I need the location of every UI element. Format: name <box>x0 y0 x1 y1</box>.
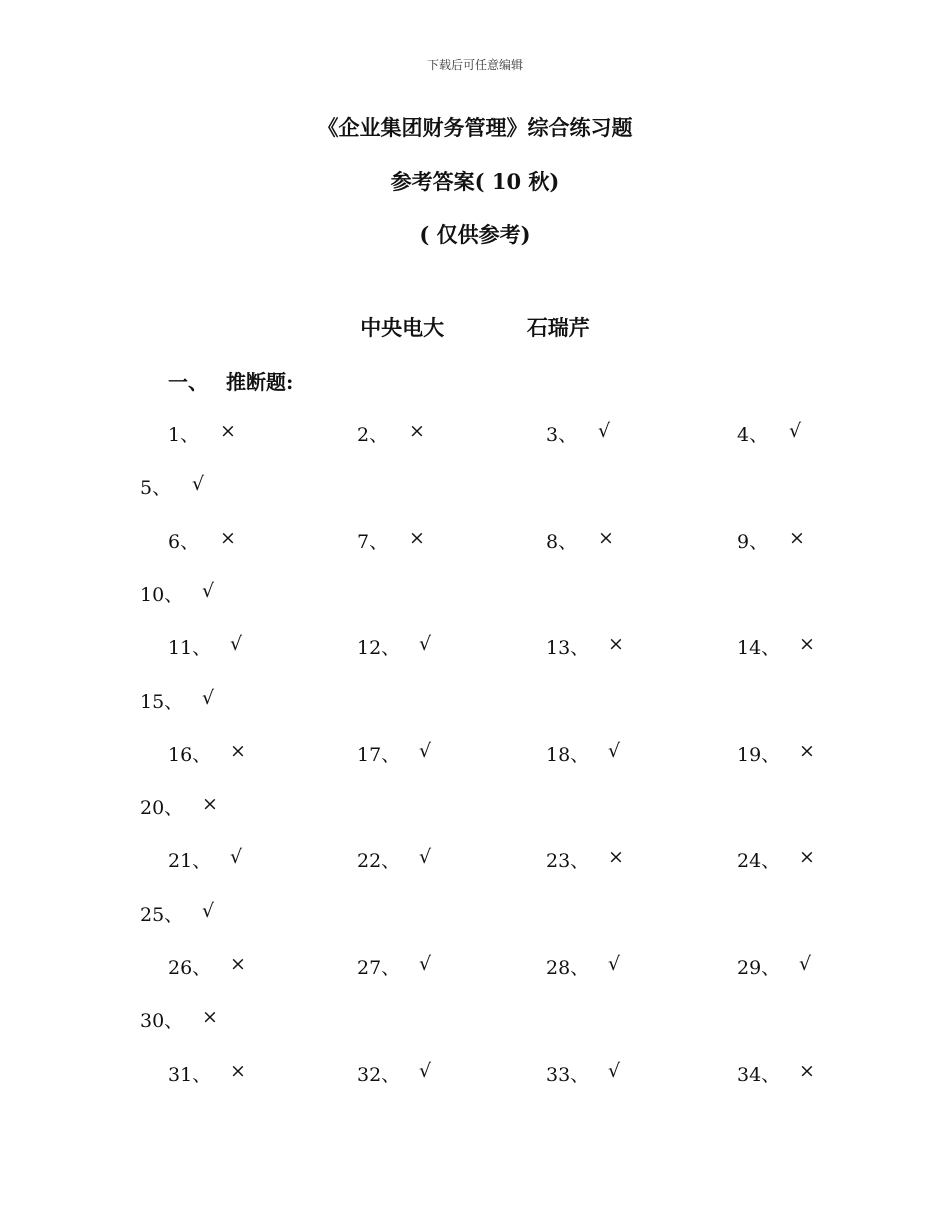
cross-mark: × <box>230 953 246 975</box>
answer-item <box>357 633 432 660</box>
answer-number: 34、 <box>737 1064 781 1086</box>
answer-number: 16、 <box>168 744 212 766</box>
answer-item <box>357 527 425 554</box>
answer-number: 5、 <box>140 477 172 499</box>
answer-number: 25、 <box>140 904 184 926</box>
answer-number: 22、 <box>357 850 401 872</box>
cross-mark: × <box>789 527 805 549</box>
check-mark: √ <box>192 473 205 495</box>
answer-item <box>140 900 215 927</box>
answer-number: 9、 <box>737 531 769 553</box>
answer-number: 6、 <box>168 531 200 553</box>
answer-item <box>357 1060 432 1087</box>
answer-item <box>546 633 624 660</box>
answer-number: 2、 <box>357 424 389 446</box>
answer-item <box>546 846 624 873</box>
check-mark: √ <box>419 953 432 975</box>
check-mark: √ <box>419 633 432 655</box>
answer-number: 30、 <box>140 1010 184 1032</box>
cross-mark: × <box>220 420 236 442</box>
answer-item <box>357 846 432 873</box>
answer-item <box>737 527 805 554</box>
answer-number: 24、 <box>737 850 781 872</box>
check-mark: √ <box>202 580 215 602</box>
answer-item <box>140 687 215 714</box>
answer-item <box>140 793 218 820</box>
check-mark: √ <box>799 953 812 975</box>
answer-item <box>357 953 432 980</box>
answer-item <box>140 580 215 607</box>
check-mark: √ <box>202 687 215 709</box>
cross-mark: × <box>799 740 815 762</box>
answer-number: 17、 <box>357 744 401 766</box>
answer-number: 27、 <box>357 957 401 979</box>
cross-mark: × <box>202 793 218 815</box>
answer-number: 26、 <box>168 957 212 979</box>
answer-item <box>357 740 432 767</box>
cross-mark: × <box>230 1060 246 1082</box>
answer-item <box>546 1060 621 1087</box>
cross-mark: × <box>409 420 425 442</box>
cross-mark: × <box>608 846 624 868</box>
answer-number: 21、 <box>168 850 212 872</box>
answer-number: 8、 <box>546 531 578 553</box>
answer-item <box>168 953 246 980</box>
answer-number: 15、 <box>140 691 184 713</box>
answer-item <box>737 846 815 873</box>
answer-number: 28、 <box>546 957 590 979</box>
answer-item <box>737 420 802 447</box>
answer-number: 19、 <box>737 744 781 766</box>
document-note: ( 仅供参考) <box>419 222 531 247</box>
answer-number: 4、 <box>737 424 769 446</box>
answer-item <box>737 633 815 660</box>
check-mark: √ <box>230 633 243 655</box>
answer-item <box>357 420 425 447</box>
answer-item <box>168 633 243 660</box>
check-mark: √ <box>598 420 611 442</box>
document-subtitle: 参考答案( 10 秋) <box>390 169 560 194</box>
answer-number: 7、 <box>357 531 389 553</box>
answer-number: 12、 <box>357 637 401 659</box>
check-mark: √ <box>608 953 621 975</box>
answer-item <box>546 740 621 767</box>
check-mark: √ <box>789 420 802 442</box>
answer-number: 23、 <box>546 850 590 872</box>
cross-mark: × <box>608 633 624 655</box>
cross-mark: × <box>220 527 236 549</box>
answer-item <box>140 1006 218 1033</box>
cross-mark: × <box>202 1006 218 1028</box>
check-mark: √ <box>608 1060 621 1082</box>
check-mark: √ <box>419 1060 432 1082</box>
cross-mark: × <box>598 527 614 549</box>
answer-number: 14、 <box>737 637 781 659</box>
cross-mark: × <box>230 740 246 762</box>
answer-number: 31、 <box>168 1064 212 1086</box>
check-mark: √ <box>202 900 215 922</box>
answer-number: 11、 <box>168 637 212 659</box>
section-title: 推断题: <box>226 370 294 394</box>
answer-number: 13、 <box>546 637 590 659</box>
answer-number: 29、 <box>737 957 781 979</box>
author-institution: 中央电大 <box>360 315 445 340</box>
answer-item <box>546 527 614 554</box>
cross-mark: × <box>409 527 425 549</box>
answer-item <box>546 420 611 447</box>
author-name: 石瑞芹 <box>526 315 590 340</box>
answer-number: 18、 <box>546 744 590 766</box>
answer-item <box>140 473 205 500</box>
section-number: 一、 <box>168 370 208 394</box>
cross-mark: × <box>799 1060 815 1082</box>
answer-number: 32、 <box>357 1064 401 1086</box>
answer-item <box>168 740 246 767</box>
check-mark: √ <box>230 846 243 868</box>
section-heading <box>168 366 293 395</box>
answer-number: 20、 <box>140 797 184 819</box>
cross-mark: × <box>799 633 815 655</box>
answer-number: 33、 <box>546 1064 590 1086</box>
header-note: 下载后可任意编辑 <box>426 58 523 72</box>
answer-item <box>168 527 236 554</box>
check-mark: √ <box>608 740 621 762</box>
answer-number: 10、 <box>140 584 184 606</box>
answer-number: 3、 <box>546 424 578 446</box>
answer-item <box>737 740 815 767</box>
answer-number: 1、 <box>168 424 200 446</box>
answer-item <box>168 420 236 447</box>
document-title: 《企业集团财务管理》综合练习题 <box>317 115 633 140</box>
answer-item <box>546 953 621 980</box>
answer-item <box>737 1060 815 1087</box>
answer-item <box>168 846 243 873</box>
cross-mark: × <box>799 846 815 868</box>
check-mark: √ <box>419 846 432 868</box>
author-line <box>0 312 950 342</box>
answer-item <box>168 1060 246 1087</box>
answer-item <box>737 953 812 980</box>
check-mark: √ <box>419 740 432 762</box>
